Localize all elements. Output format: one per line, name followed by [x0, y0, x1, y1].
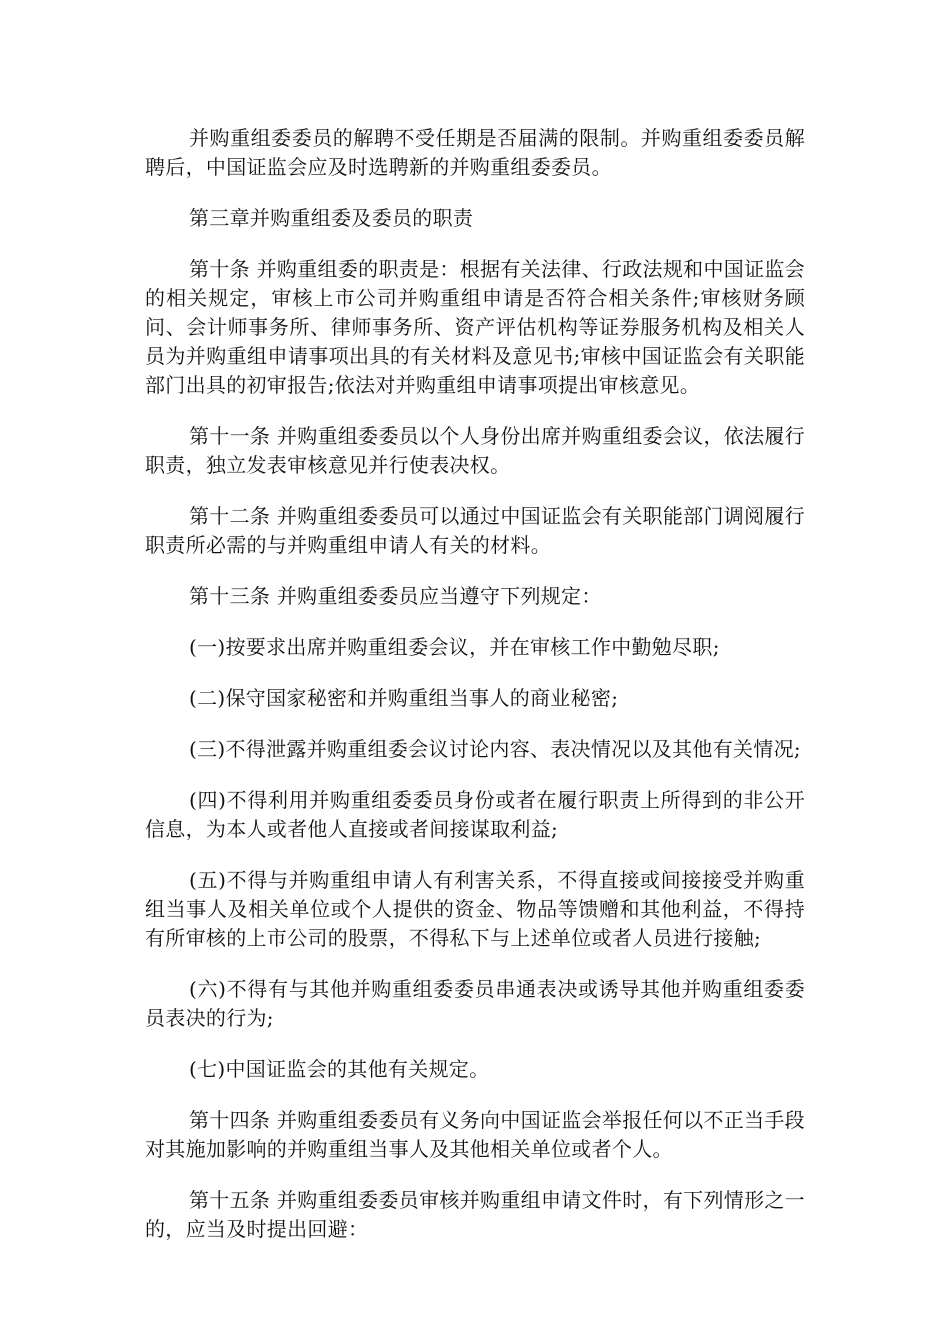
article-14: 第十四条 并购重组委委员有义务向中国证监会举报任何以不正当手段对其施加影响的并购重组当事人及其他相关单位或者个人。: [145, 1108, 805, 1161]
article-10: 第十条 并购重组委的职责是：根据有关法律、行政法规和中国证监会的相关规定，审核上市公司并购重组申请是否符合相关条件;审核财务顾问、会计师事务所、律师事务所、资产评估机构等证券服务机构及相关人员为并购重组申请事项出具的有关材料及意见书;审核中国证监会有关职能部门出具的初审报告;依法对并购重组申请事项提出审核意见。: [145, 257, 805, 397]
article-13: 第十三条 并购重组委委员应当遵守下列规定：: [189, 584, 602, 608]
article-12: 第十二条 并购重组委委员可以通过中国证监会有关职能部门调阅履行职责所必需的与并购重组申请人有关的材料。: [145, 504, 805, 557]
paragraph-dismissal-term: 并购重组委委员的解聘不受任期是否届满的限制。并购重组委委员解聘后，中国证监会应及时选聘新的并购重组委委员。: [145, 126, 805, 179]
article-13-item-2: (二)保守国家秘密和并购重组当事人的商业秘密;: [189, 686, 619, 710]
article-13-item-7: (七)中国证监会的其他有关规定。: [189, 1057, 490, 1081]
article-13-item-6: (六)不得有与其他并购重组委委员串通表决或诱导其他并购重组委委员表决的行为;: [145, 977, 805, 1030]
document-body: [145, 124, 805, 1266]
article-13-item-1: (一)按要求出席并购重组委会议，并在审核工作中勤勉尽职;: [189, 635, 720, 659]
chapter-heading: 第三章并购重组委及委员的职责: [189, 206, 474, 230]
article-15: 第十五条 并购重组委委员审核并购重组申请文件时，有下列情形之一的，应当及时提出回避：: [145, 1188, 805, 1241]
article-13-item-4: (四)不得利用并购重组委委员身份或者在履行职责上所得到的非公开信息，为本人或者他人直接或者间接谋取利益;: [145, 788, 805, 841]
article-13-item-3: (三)不得泄露并购重组委会议讨论内容、表决情况以及其他有关情况;: [189, 737, 801, 761]
article-13-item-5: (五)不得与并购重组申请人有利害关系，不得直接或间接接受并购重组当事人及相关单位或个人提供的资金、物品等馈赠和其他利益，不得持有所审核的上市公司的股票，不得私下与上述单位或者人员进行接触;: [145, 868, 805, 950]
article-11: 第十一条 并购重组委委员以个人身份出席并购重组委会议，依法履行职责，独立发表审核意见并行使表决权。: [145, 424, 805, 477]
